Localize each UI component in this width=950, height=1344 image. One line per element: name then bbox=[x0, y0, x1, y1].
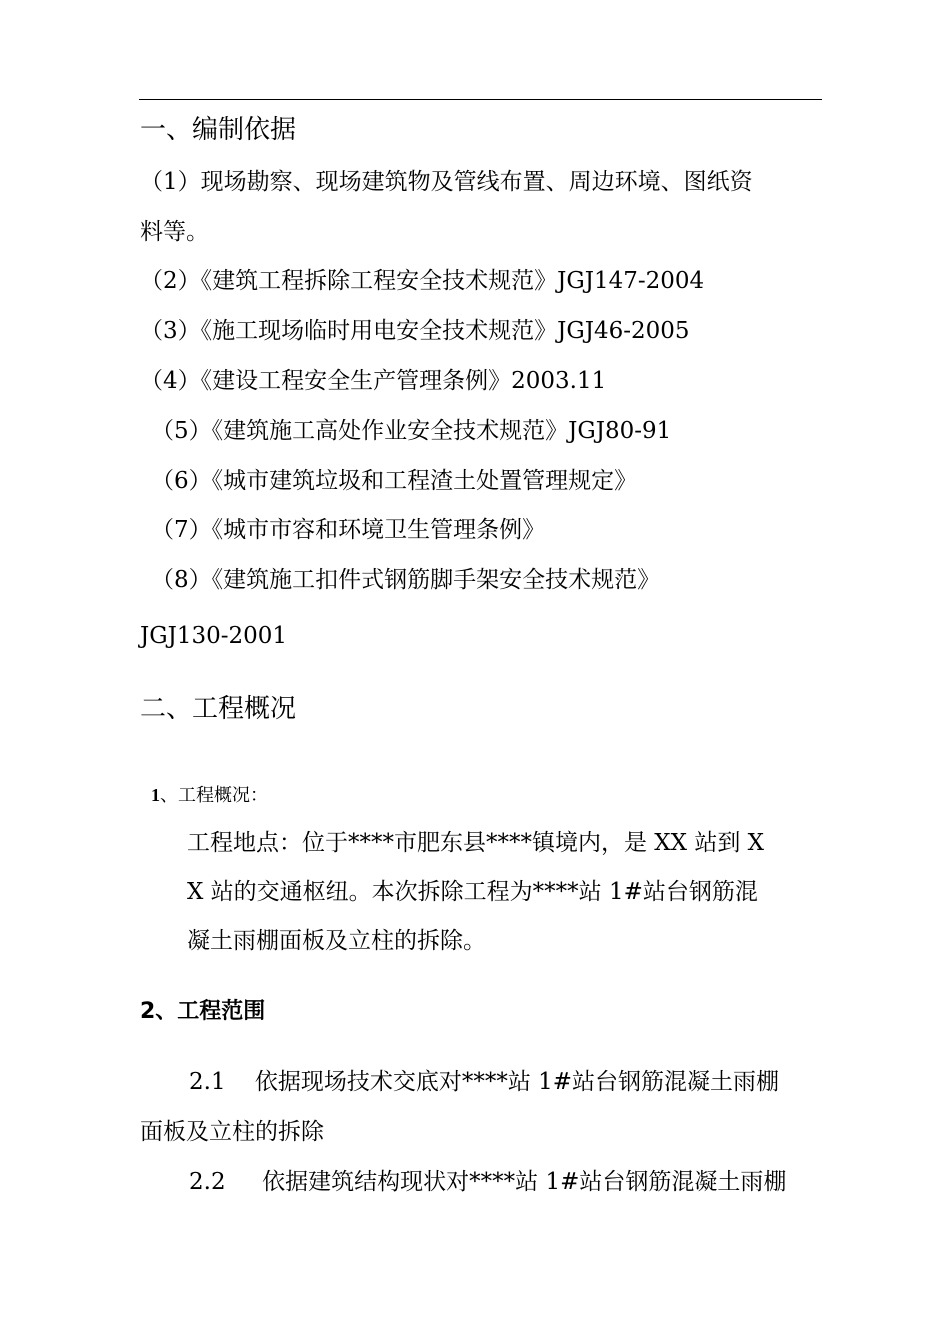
scope-item-2-line1: 2.2 依据建筑结构现状对****站 1#站台钢筋混凝土雨棚 bbox=[189, 1169, 787, 1195]
basis-item-8-line1: （8）《建筑施工扣件式钢筋脚手架安全技术规范》 bbox=[151, 567, 661, 593]
basis-item-5: （5）《建筑施工高处作业安全技术规范》JGJ80-91 bbox=[151, 418, 672, 444]
basis-item-7: （7）《城市市容和环境卫生管理条例》 bbox=[151, 517, 546, 543]
scope-item-1-line2: 面板及立柱的拆除 bbox=[140, 1119, 324, 1145]
basis-item-6: （6）《城市建筑垃圾和工程渣土处置管理规定》 bbox=[151, 468, 638, 494]
header-rule bbox=[139, 99, 822, 100]
subsection-overview-number: 1 bbox=[151, 785, 160, 805]
overview-line-2: X 站的交通枢纽。本次拆除工程为****站 1#站台钢筋混 bbox=[187, 879, 758, 905]
basis-item-4: （4）《建设工程安全生产管理条例》2003.11 bbox=[140, 368, 607, 394]
section1-heading: 一、编制依据 bbox=[140, 115, 297, 145]
subsection-scope-heading: 2、工程范围 bbox=[140, 999, 266, 1024]
scope-item-1-line1: 2.1 依据现场技术交底对****站 1#站台钢筋混凝土雨棚 bbox=[189, 1069, 780, 1095]
basis-item-1-line2: 料等。 bbox=[140, 219, 209, 245]
basis-item-8-line2: JGJ130-2001 bbox=[140, 623, 288, 649]
overview-line-3: 凝土雨棚面板及立柱的拆除。 bbox=[187, 928, 486, 954]
subsection-overview-title bbox=[151, 786, 268, 805]
basis-item-2: （2）《建筑工程拆除工程安全技术规范》JGJ147-2004 bbox=[140, 268, 705, 294]
subsection-overview-label: 、工程概况： bbox=[160, 785, 268, 806]
section2-heading: 二、工程概况 bbox=[140, 694, 297, 724]
basis-item-3: （3）《施工现场临时用电安全技术规范》JGJ46-2005 bbox=[140, 318, 690, 344]
overview-line-1: 工程地点：位于****市肥东县****镇境内，是 XX 站到 X bbox=[187, 830, 765, 856]
basis-item-1-line1: （1）现场勘察、现场建筑物及管线布置、周边环境、图纸资 bbox=[140, 169, 753, 195]
